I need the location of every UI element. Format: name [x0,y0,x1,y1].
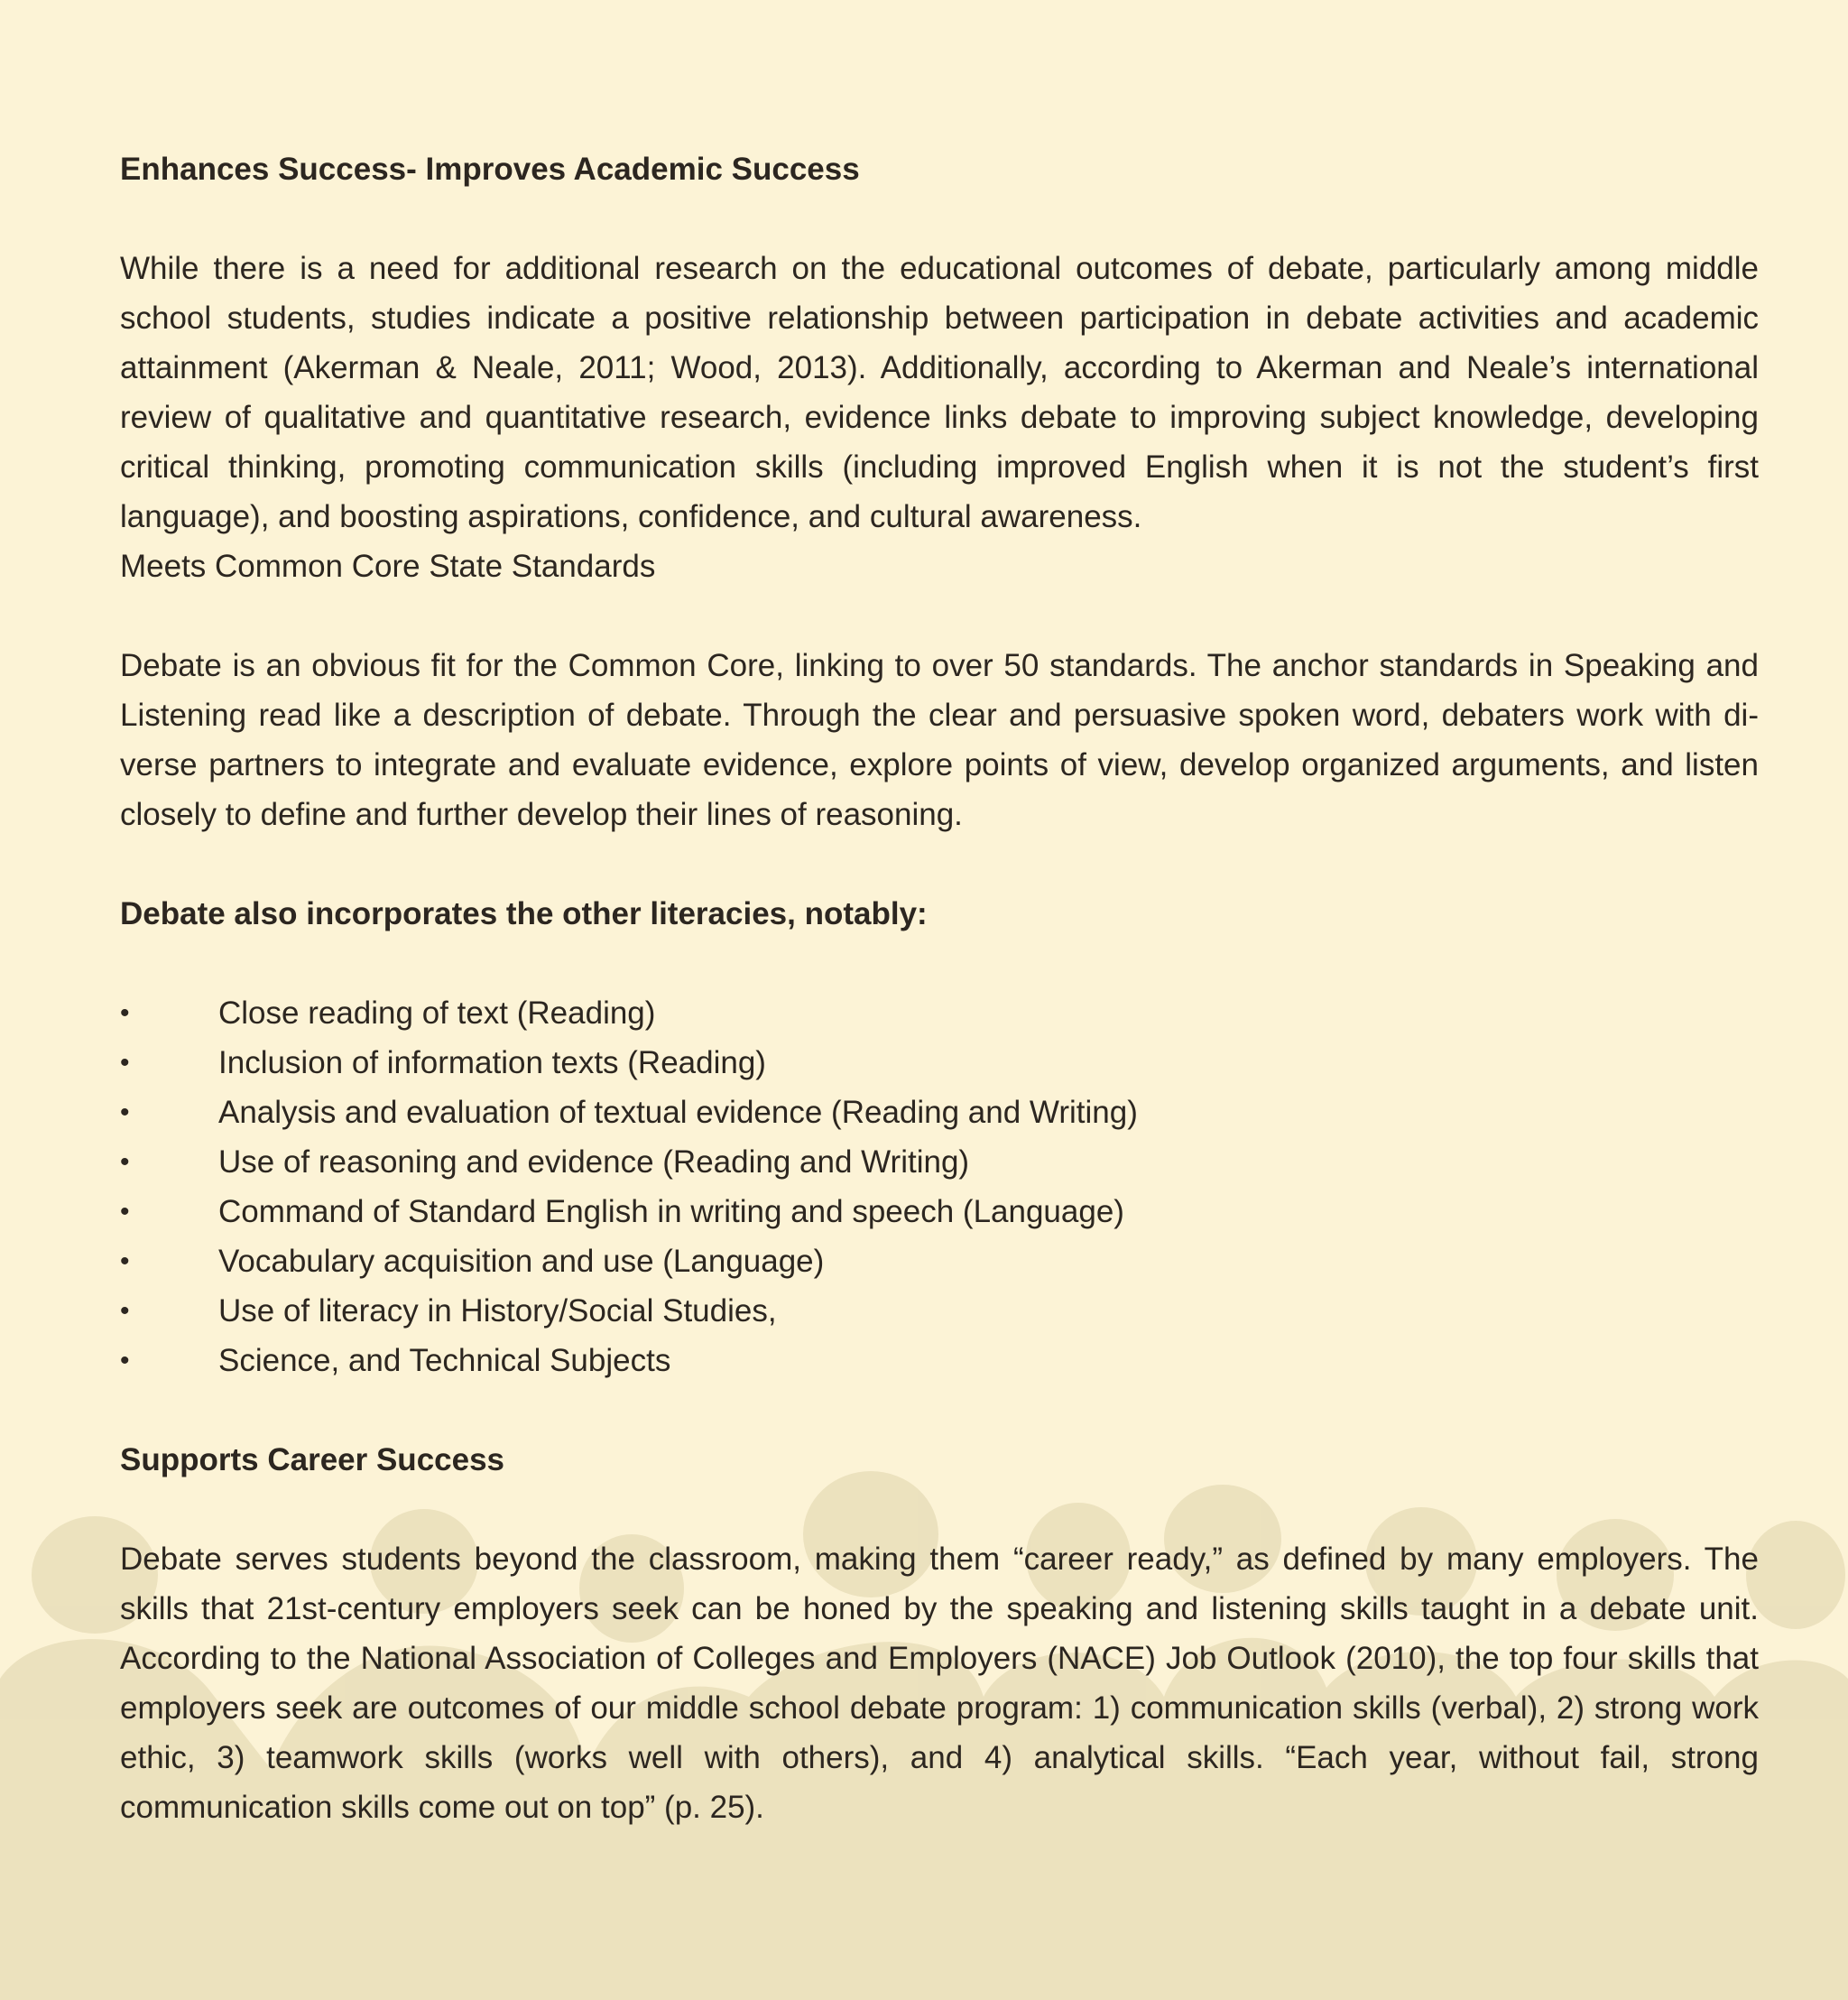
literacies-list [120,988,1759,1385]
list-item [120,1336,1759,1385]
list-item-text: Science, and Technical Subjects [218,1343,671,1378]
list-item [120,1286,1759,1336]
list-item [120,1236,1759,1286]
list-item-text: Inclusion of information texts (Reading) [218,1045,766,1080]
bullet-icon: • [120,1097,130,1127]
career-success-paragraph: Debate serves students beyond the classroom, making them “career ready,” as defined by many employers. The skills that 21st-century employers seek can be honed by the speaking and listening skills taught in a debate unit. According to the National Association of Colleges and Employers (NACE) Job Outlook (2010), the top four skills that employers seek are outcomes of our middle school debate program: 1) communication skills (verbal), 2) strong work ethic, 3) teamwork skills (works well with others), and 4) analytical skills. “Each year, without fail, strong communication skills come out on top” (p. 25). [120,1542,1759,1825]
common-core-paragraph: Debate is an obvious fit for the Common Core, linking to over 50 standards. The anchor standards in Speaking and Listening read like a description of debate. Through the clear and persuasive spoken word, debaters work with di- verse partners to integrate and evaluate evidence, explore points of view, develop organized arguments, and listen closely to define and further develop their lines of reasoning. [120,648,1759,832]
bullet-icon: • [120,1346,130,1375]
list-item-text: Analysis and evaluation of textual evidence (Reading and Writing) [218,1095,1138,1130]
list-item-text: Vocabulary acquisition and use (Language) [218,1244,825,1279]
bullet-icon: • [120,1246,130,1276]
list-item [120,1137,1759,1187]
bullet-icon: • [120,1197,130,1227]
list-item-text: Command of Standard English in writing and speech (Language) [218,1194,1124,1229]
bullet-icon: • [120,1296,130,1326]
list-item-text: Close reading of text (Reading) [218,995,656,1031]
document-page [120,144,1759,1832]
list-item [120,988,1759,1038]
list-item [120,1187,1759,1236]
academic-success-paragraph: While there is a need for additional research on the educational outcomes of debate, particularly among middle school students, studies indicate a positive relationship between participation in debate activities and academic attainment (Akerman & Neale, 2011; Wood, 2013). Additionally, according to Akerman and Neale’s international review of qualitative and quantitative research, evidence links debate to improving subject knowledge, developing critical thinking, promoting communication skills (including improved English when it is not the student’s first language), and boosting aspirations, confidence, and cultural awareness. [120,251,1759,534]
list-item-text: Use of literacy in History/Social Studies, [218,1293,777,1329]
bullet-icon: • [120,1147,130,1177]
section-heading-academic-success: Enhances Success- Improves Academic Success [120,152,860,187]
bullet-icon: • [120,998,130,1028]
section-heading-literacies: Debate also incorporates the other literacies, notably: [120,896,928,931]
common-core-subheading: Meets Common Core State Standards [120,549,656,584]
bullet-icon: • [120,1048,130,1078]
section-heading-career-success: Supports Career Success [120,1442,505,1477]
list-item [120,1038,1759,1088]
list-item-text: Use of reasoning and evidence (Reading and Writing) [218,1144,970,1180]
list-item [120,1088,1759,1137]
